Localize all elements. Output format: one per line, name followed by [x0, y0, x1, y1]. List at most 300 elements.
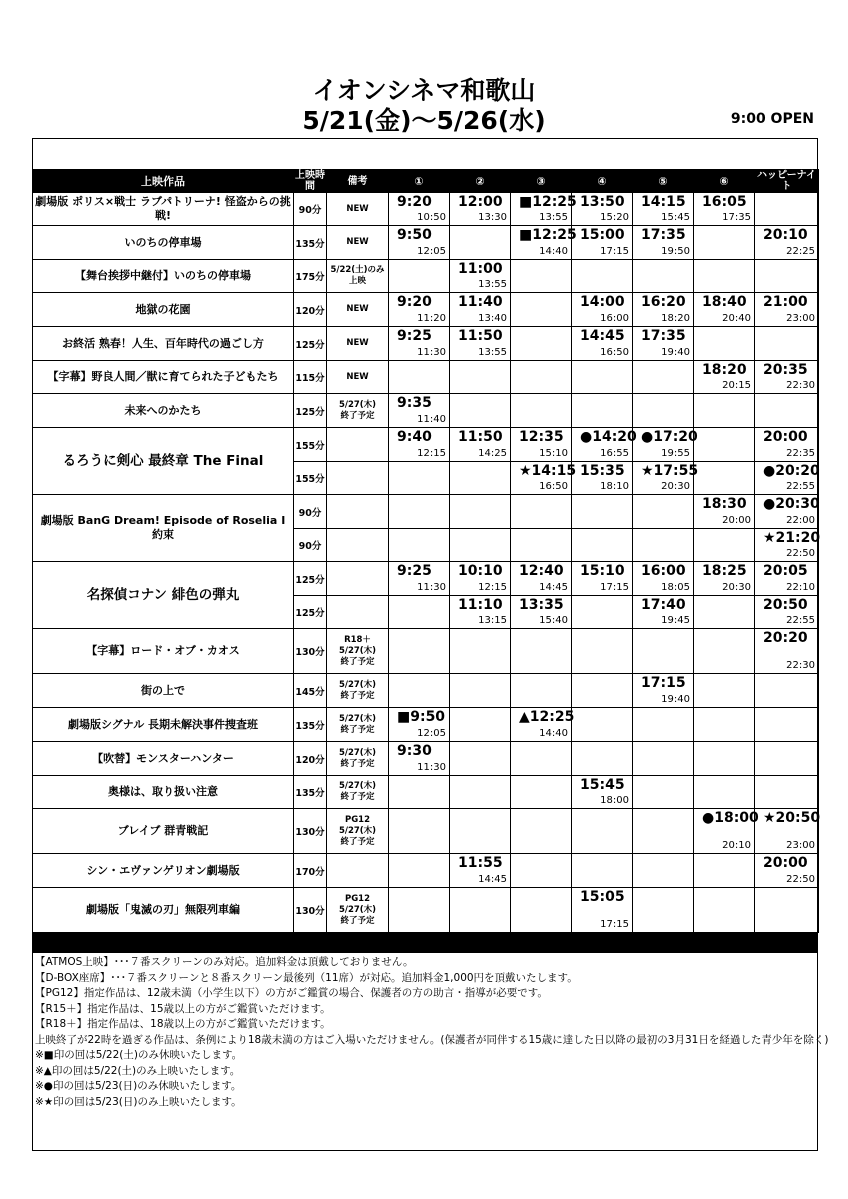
start-time: 12:35 — [519, 429, 564, 445]
showtime-cell-screen-1[interactable] — [389, 193, 450, 226]
note-line: 【R18＋】指定作品は、18歳以上の方がご鑑賞いただけます。 — [35, 1018, 331, 1030]
showtime-cell-screen-3[interactable] — [511, 226, 577, 260]
showtime-cell-screen-7 — [755, 193, 819, 226]
start-time: 16:20 — [641, 294, 686, 310]
note-cell — [327, 226, 389, 260]
showtime-cell-screen-3[interactable] — [511, 708, 575, 742]
movie-title: 奥様は、取り扱い注意 — [33, 776, 294, 809]
table-row — [33, 776, 819, 809]
movie-title: 未来へのかたち — [33, 394, 294, 428]
note-line: ※▲印の回は5/22(土)のみ上映いたします。 — [35, 1064, 241, 1077]
end-time: 22:10 — [786, 582, 815, 593]
showtime-cell-screen-5[interactable] — [633, 674, 694, 708]
end-time: 12:15 — [478, 582, 507, 593]
note-line: 5/27(木) — [338, 747, 377, 758]
table-row — [33, 361, 819, 394]
showtime-cell-screen-2 — [450, 674, 511, 708]
start-time: 13:50 — [580, 194, 625, 210]
note-cell — [327, 193, 389, 226]
table-row — [33, 708, 819, 742]
end-time: 17:35 — [722, 212, 751, 223]
showtime-cell-screen-1 — [389, 462, 450, 495]
start-time: ●14:20 — [580, 429, 637, 445]
start-time: 13:35 — [519, 597, 564, 613]
running-time: 135分 — [294, 708, 327, 742]
start-time: 9:25 — [397, 328, 432, 344]
showtime-cell-screen-7 — [755, 742, 819, 776]
end-time: 22:30 — [786, 660, 815, 671]
note-line: 終了予定 — [340, 690, 375, 701]
table-row — [33, 293, 819, 327]
showtime-cell-screen-5[interactable] — [633, 462, 699, 495]
showtime-cell-screen-5 — [633, 742, 694, 776]
start-time: 17:40 — [641, 597, 686, 613]
showtime-cell-screen-6 — [694, 776, 755, 809]
showtime-cell-screen-5[interactable] — [633, 193, 694, 226]
table-row — [33, 327, 819, 361]
showtime-cell-screen-4 — [572, 596, 633, 629]
start-time: 11:40 — [458, 294, 503, 310]
open-time: 9:00 OPEN — [730, 111, 814, 127]
showtime-cell-screen-5[interactable] — [633, 562, 694, 596]
running-time: 125分 — [294, 327, 327, 361]
end-time: 20:15 — [722, 380, 751, 391]
table-row — [33, 260, 819, 293]
showtime-cell-screen-1 — [389, 854, 450, 888]
note-cell — [327, 674, 389, 708]
showtime-cell-screen-2 — [450, 495, 511, 529]
end-time: 20:10 — [722, 840, 751, 851]
end-time: 19:55 — [661, 448, 690, 459]
note-line: R18＋ — [344, 634, 371, 645]
note-line: 【D-BOX座席】･･･７番スクリーンと８番スクリーン最後列（11席）が対応。追加料金1,000円を頂戴いたします。 — [35, 971, 578, 984]
note-line: 終了予定 — [340, 915, 375, 926]
note-line: 終了予定 — [340, 792, 375, 802]
showtime-cell-screen-6 — [694, 462, 755, 495]
showtime-cell-screen-4 — [572, 708, 633, 742]
showtime-cell-screen-6 — [694, 529, 755, 562]
note-cell — [327, 394, 389, 428]
start-time: ●18:00 — [702, 810, 759, 826]
showtime-cell-screen-3 — [511, 854, 572, 888]
showtime-cell-screen-5 — [633, 888, 694, 933]
note-line: PG12 — [344, 893, 371, 904]
end-time: 11:30 — [417, 582, 446, 593]
showtime-cell-screen-7[interactable] — [755, 809, 819, 854]
running-time: 120分 — [294, 293, 327, 327]
end-time: 19:40 — [661, 347, 690, 358]
showtime-cell-screen-2 — [450, 394, 511, 428]
showtime-cell-screen-7 — [755, 888, 819, 933]
showtime-cell-screen-4 — [572, 394, 633, 428]
start-time: 20:50 — [763, 597, 808, 613]
start-time: ■12:25 — [519, 227, 577, 243]
showtime-cell-screen-4 — [572, 529, 633, 562]
showtime-cell-screen-7 — [755, 327, 819, 361]
header-happy-night: ハッピーナイト — [755, 170, 819, 193]
showtime-cell-screen-5[interactable] — [633, 428, 698, 462]
showtime-cell-screen-1[interactable] — [389, 394, 450, 428]
end-time: 22:00 — [786, 515, 815, 526]
showtime-cell-screen-2[interactable] — [450, 596, 511, 629]
note-cell — [327, 596, 389, 629]
note-line: NEW — [346, 203, 369, 214]
showtime-cell-screen-1[interactable] — [389, 327, 450, 361]
showtime-cell-screen-2 — [450, 629, 511, 674]
showtime-cell-screen-6 — [694, 394, 755, 428]
end-time: 17:15 — [600, 246, 629, 257]
note-line: 【PG12】指定作品は、12歳未満（小学生以下）の方がご鑑賞の場合、保護者の方の助言・指導が必要です。 — [35, 987, 548, 999]
start-time: 21:00 — [763, 294, 808, 310]
start-time: 15:45 — [580, 777, 625, 793]
showtime-cell-screen-7[interactable] — [755, 361, 819, 394]
note-line: 5/27(木) — [338, 679, 377, 690]
note-line: 5/27(木) — [338, 825, 377, 836]
note-cell — [327, 260, 389, 293]
start-time: 9:35 — [397, 395, 432, 411]
showtime-cell-screen-7[interactable] — [755, 596, 819, 629]
end-time: 16:50 — [539, 481, 568, 492]
showtime-cell-screen-7[interactable] — [755, 529, 819, 562]
note-cell — [327, 562, 389, 596]
schedule-table — [32, 169, 819, 933]
showtime-cell-screen-1 — [389, 809, 450, 854]
showtime-cell-screen-6 — [694, 742, 755, 776]
end-time: 10:50 — [417, 212, 446, 223]
start-time: 12:40 — [519, 563, 564, 579]
table-row — [33, 674, 819, 708]
running-time: 130分 — [294, 809, 327, 854]
showtime-cell-screen-1[interactable] — [389, 293, 450, 327]
running-time: 135分 — [294, 776, 327, 809]
movie-title: 劇場版 BanG Dream! Episode of Roselia I 約束 — [33, 495, 294, 562]
showtime-cell-screen-5 — [633, 629, 694, 674]
showtime-cell-screen-6 — [694, 708, 755, 742]
end-time: 18:00 — [600, 795, 629, 806]
end-time: 12:15 — [417, 448, 446, 459]
showtime-cell-screen-6[interactable] — [694, 809, 759, 854]
note-cell — [327, 495, 389, 529]
showtime-cell-screen-6[interactable] — [694, 361, 755, 394]
showtime-cell-screen-1 — [389, 674, 450, 708]
running-time: 135分 — [294, 226, 327, 260]
start-time: 17:15 — [641, 675, 686, 691]
showtime-cell-screen-5 — [633, 776, 694, 809]
showtime-cell-screen-3 — [511, 888, 572, 933]
showtime-cell-screen-3[interactable] — [511, 462, 577, 495]
start-time: 11:00 — [458, 261, 503, 277]
end-time: 14:40 — [539, 246, 568, 257]
movie-title: 劇場版 ポリス×戦士 ラブパトリーナ! 怪盗からの挑戦! — [33, 193, 294, 226]
note-line: NEW — [346, 304, 369, 314]
end-time: 11:40 — [417, 414, 446, 425]
end-time: 11:30 — [417, 347, 446, 358]
showtime-cell-screen-2[interactable] — [450, 293, 511, 327]
end-time: 20:30 — [722, 582, 751, 593]
showtime-cell-screen-1 — [389, 529, 450, 562]
running-time: 125分 — [294, 394, 327, 428]
note-cell — [327, 888, 389, 933]
end-time: 13:30 — [478, 212, 507, 223]
showtime-cell-screen-4 — [572, 854, 633, 888]
note-line: ※■印の回は5/22(土)のみ休映いたします。 — [35, 1049, 243, 1061]
running-time: 170分 — [294, 854, 327, 888]
note-cell — [327, 776, 389, 809]
showtime-cell-screen-4[interactable] — [572, 226, 633, 260]
end-time: 19:50 — [661, 246, 690, 257]
showtime-cell-screen-3[interactable] — [511, 428, 572, 462]
table-row — [33, 888, 819, 933]
showtime-cell-screen-5 — [633, 708, 694, 742]
showtime-cell-screen-5[interactable] — [633, 327, 694, 361]
showtime-cell-screen-7[interactable] — [755, 629, 819, 674]
movie-title: 【字幕】野良人間／獣に育てられた子どもたち — [33, 361, 294, 394]
end-time: 20:30 — [661, 481, 690, 492]
end-time: 19:40 — [661, 694, 690, 705]
table-row — [33, 854, 819, 888]
showtime-cell-screen-1[interactable] — [389, 562, 450, 596]
running-time: 115分 — [294, 361, 327, 394]
showtime-cell-screen-2[interactable] — [450, 854, 511, 888]
notes-section — [35, 955, 828, 1110]
showtime-cell-screen-6 — [694, 854, 755, 888]
showtime-cell-screen-4 — [572, 674, 633, 708]
showtime-cell-screen-7 — [755, 776, 819, 809]
end-time: 22:30 — [786, 380, 815, 391]
start-time: ●20:30 — [763, 496, 820, 512]
start-time: ★20:50 — [763, 810, 821, 826]
showtime-cell-screen-6 — [694, 327, 755, 361]
start-time: 9:40 — [397, 429, 432, 445]
showtime-cell-screen-5[interactable] — [633, 226, 694, 260]
showtime-cell-screen-2 — [450, 529, 511, 562]
showtime-cell-screen-1 — [389, 888, 450, 933]
end-time: 14:40 — [539, 728, 568, 739]
showtime-cell-screen-6[interactable] — [694, 293, 755, 327]
start-time: 20:00 — [763, 855, 808, 871]
header-screen-4: ④ — [572, 170, 633, 193]
running-time: 155分 — [294, 428, 327, 462]
start-time: ★21:20 — [763, 530, 821, 546]
start-time: 11:55 — [458, 855, 503, 871]
header-screen-2: ② — [450, 170, 511, 193]
end-time: 15:45 — [661, 212, 690, 223]
header-screen-3: ③ — [511, 170, 572, 193]
showtime-cell-screen-6 — [694, 596, 755, 629]
showtime-cell-screen-1 — [389, 495, 450, 529]
showtime-cell-screen-4 — [572, 260, 633, 293]
start-time: 14:45 — [580, 328, 625, 344]
start-time: 12:00 — [458, 194, 503, 210]
showtime-cell-screen-2 — [450, 226, 511, 260]
showtime-cell-screen-7[interactable] — [755, 293, 819, 327]
end-time: 23:00 — [786, 840, 815, 851]
showtime-cell-screen-2[interactable] — [450, 428, 511, 462]
header-screen-6: ⑥ — [694, 170, 755, 193]
showtime-cell-screen-4[interactable] — [572, 888, 633, 933]
showtime-cell-screen-5[interactable] — [633, 293, 694, 327]
note-line: NEW — [346, 371, 369, 382]
end-time: 13:15 — [478, 615, 507, 626]
header-length: 上映時間 — [295, 170, 325, 192]
note-cell — [327, 854, 389, 888]
showtime-cell-screen-4[interactable] — [572, 327, 633, 361]
table-row — [33, 742, 819, 776]
showtime-cell-screen-6[interactable] — [694, 495, 755, 529]
start-time: ■12:25 — [519, 194, 577, 210]
showtime-cell-screen-2[interactable] — [450, 562, 511, 596]
showtime-cell-screen-7 — [755, 260, 819, 293]
showtime-cell-screen-3 — [511, 776, 572, 809]
start-time: 20:10 — [763, 227, 808, 243]
movie-title: 地獄の花園 — [33, 293, 294, 327]
note-line: NEW — [346, 237, 369, 247]
showtime-cell-screen-4 — [572, 809, 633, 854]
showtime-cell-screen-4 — [572, 495, 633, 529]
showtime-cell-screen-5 — [633, 260, 694, 293]
showtime-cell-screen-6 — [694, 260, 755, 293]
showtime-cell-screen-4[interactable] — [572, 428, 637, 462]
end-time: 12:05 — [417, 728, 446, 739]
end-time: 17:15 — [600, 919, 629, 930]
start-time: 17:35 — [641, 227, 686, 243]
running-time: 155分 — [294, 462, 327, 495]
showtime-cell-screen-1[interactable] — [389, 742, 450, 776]
showtime-cell-screen-4[interactable] — [572, 462, 633, 495]
showtime-cell-screen-4[interactable] — [572, 776, 633, 809]
note-line: 5/27(木) — [338, 645, 377, 656]
movie-title: いのちの停車場 — [33, 226, 294, 260]
showtime-cell-screen-3[interactable] — [511, 562, 572, 596]
movie-title: 名探偵コナン 緋色の弾丸 — [33, 562, 294, 629]
header-screen-5: ⑤ — [633, 170, 694, 193]
note-line: 5/27(木) — [338, 781, 377, 791]
start-time: 10:10 — [458, 563, 503, 579]
table-row — [33, 193, 819, 226]
showtime-cell-screen-4[interactable] — [572, 193, 633, 226]
table-row — [33, 562, 819, 596]
start-time: 15:10 — [580, 563, 625, 579]
end-time: 13:55 — [539, 212, 568, 223]
showtime-cell-screen-7[interactable] — [755, 854, 819, 888]
running-time: 145分 — [294, 674, 327, 708]
showtime-cell-screen-6 — [694, 674, 755, 708]
note-line: 終了予定 — [340, 410, 375, 421]
showtime-cell-screen-7[interactable] — [755, 495, 819, 529]
end-time: 13:40 — [478, 313, 507, 324]
showtime-cell-screen-7[interactable] — [755, 562, 819, 596]
movie-title: 街の上で — [33, 674, 294, 708]
start-time: ★14:15 — [519, 463, 577, 479]
showtime-cell-screen-2 — [450, 462, 511, 495]
showtime-cell-screen-2[interactable] — [450, 193, 511, 226]
table-row — [33, 809, 819, 854]
end-time: 19:45 — [661, 615, 690, 626]
note-line: 終了予定 — [340, 758, 375, 769]
showtime-cell-screen-4[interactable] — [572, 293, 633, 327]
end-time: 11:30 — [417, 762, 446, 773]
showtime-cell-screen-5[interactable] — [633, 596, 694, 629]
showtime-cell-screen-3 — [511, 327, 572, 361]
showtime-cell-screen-3 — [511, 495, 572, 529]
start-time: 11:10 — [458, 597, 503, 613]
showtime-cell-screen-6 — [694, 428, 755, 462]
showtime-cell-screen-7[interactable] — [755, 428, 819, 462]
movie-title: シン・エヴァンゲリオン劇場版 — [33, 854, 294, 888]
showtime-cell-screen-5 — [633, 529, 694, 562]
showtime-cell-screen-4 — [572, 629, 633, 674]
note-cell — [327, 742, 389, 776]
table-row — [33, 495, 819, 529]
running-time: 90分 — [294, 193, 327, 226]
start-time: 15:35 — [580, 463, 625, 479]
showtime-cell-screen-3 — [511, 629, 572, 674]
header-screen-1: ① — [389, 170, 450, 193]
end-time: 14:45 — [478, 874, 507, 885]
showtime-cell-screen-1[interactable] — [389, 226, 450, 260]
showtime-cell-screen-6[interactable] — [694, 562, 755, 596]
start-time: 18:20 — [702, 362, 747, 378]
running-time: 125分 — [294, 596, 327, 629]
showtime-cell-screen-3 — [511, 529, 572, 562]
start-time: ●20:20 — [763, 463, 820, 479]
showtime-cell-screen-1[interactable] — [389, 428, 450, 462]
start-time: 15:00 — [580, 227, 625, 243]
showtime-cell-screen-1 — [389, 361, 450, 394]
showtime-cell-screen-7[interactable] — [755, 462, 819, 495]
showtime-cell-screen-4[interactable] — [572, 562, 633, 596]
start-time: 9:20 — [397, 194, 432, 210]
start-time: 15:05 — [580, 889, 625, 905]
end-time: 15:40 — [539, 615, 568, 626]
movie-title: ブレイブ 群青戦記 — [33, 809, 294, 854]
showtime-cell-screen-3[interactable] — [511, 193, 577, 226]
movie-title: 劇場版シグナル 長期未解決事件捜査班 — [33, 708, 294, 742]
showtime-cell-screen-7[interactable] — [755, 226, 819, 260]
start-time: 20:05 — [763, 563, 808, 579]
end-time: 20:00 — [722, 515, 751, 526]
start-time: 20:20 — [763, 630, 808, 646]
showtime-cell-screen-2[interactable] — [450, 327, 511, 361]
start-time: 9:30 — [397, 743, 432, 759]
header-note: 備考 — [327, 170, 389, 193]
end-time: 22:50 — [786, 874, 815, 885]
note-cell — [327, 327, 389, 361]
showtime-cell-screen-2 — [450, 361, 511, 394]
end-time: 13:55 — [478, 279, 507, 290]
showtime-cell-screen-3[interactable] — [511, 596, 572, 629]
start-time: 18:25 — [702, 563, 747, 579]
start-time: 18:40 — [702, 294, 747, 310]
end-time: 22:55 — [786, 615, 815, 626]
movie-title: 【舞台挨拶中継付】いのちの停車場 — [33, 260, 294, 293]
note-line: 【R15＋】指定作品は、15歳以上の方がご鑑賞いただけます。 — [35, 1002, 331, 1015]
note-line: 5/27(木) — [338, 904, 377, 915]
end-time: 17:15 — [600, 582, 629, 593]
end-time: 12:05 — [417, 246, 446, 257]
showtime-cell-screen-6[interactable] — [694, 193, 755, 226]
end-time: 15:20 — [600, 212, 629, 223]
showtime-cell-screen-2[interactable] — [450, 260, 511, 293]
start-time: 16:00 — [641, 563, 686, 579]
movie-title: お終活 熟春！人生、百年時代の過ごし方 — [33, 327, 294, 361]
showtime-cell-screen-1[interactable] — [389, 708, 450, 742]
note-line: 5/22(土)のみ上映 — [330, 265, 385, 286]
movie-title: 【字幕】ロード・オブ・カオス — [33, 629, 294, 674]
note-cell — [327, 708, 389, 742]
showtime-cell-screen-3 — [511, 260, 572, 293]
showtime-cell-screen-5 — [633, 854, 694, 888]
